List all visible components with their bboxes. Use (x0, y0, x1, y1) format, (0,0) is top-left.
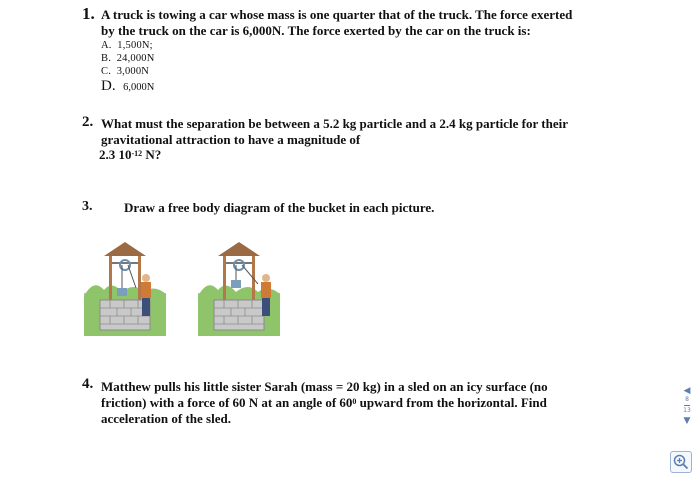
degree-mark: 0 (352, 397, 357, 406)
well-post (109, 256, 112, 304)
question-text-part: friction) with a force of 60 N at an angle of 60 (101, 395, 353, 410)
option-text: 3,000N (116, 66, 150, 77)
option-text: 1,500N; (117, 40, 153, 51)
question-text-line: gravitational attraction to have a magnitude of (101, 132, 361, 147)
bucket-icon (117, 288, 127, 296)
well-axle (112, 262, 138, 264)
person-head (142, 274, 150, 282)
previous-page-icon[interactable]: ◀ (683, 386, 691, 396)
magnitude-exponent: -12 (131, 149, 143, 158)
magnitude-value (99, 147, 161, 163)
question-number: 4. (82, 376, 94, 392)
question-text-line: by the truck on the car is 6,000N. The force exerted by the car on the truck is: (101, 23, 531, 38)
well-post (138, 256, 141, 304)
rope (128, 265, 136, 288)
question-text-line: acceleration of the sled. (101, 411, 231, 426)
option-letter: B. (101, 53, 112, 64)
magnitude-unit: N? (145, 147, 162, 162)
person-pants (142, 298, 150, 316)
page-divider (684, 405, 690, 406)
option-d (101, 78, 154, 95)
question-number: 2. (82, 114, 94, 130)
question-number: 1. (82, 4, 95, 23)
well-picture-2 (198, 238, 280, 336)
option-letter: A. (101, 40, 112, 51)
option-c (101, 66, 149, 77)
question-text-line: Matthew pulls his little sister Sarah (mass = 20 kg) in a sled on an icy surface (no (101, 379, 548, 394)
page-total: 13 (683, 407, 691, 414)
question-text-line: Draw a free body diagram of the bucket in each picture. (124, 200, 435, 215)
well-wall (214, 300, 264, 330)
next-page-icon[interactable]: ▼ (683, 416, 691, 426)
well-picture-1 (84, 238, 166, 336)
option-b (101, 53, 155, 64)
well-roof (104, 242, 146, 256)
person-pants (262, 298, 270, 316)
question-text-part: upward from the horizontal. Find (356, 395, 547, 410)
option-a (101, 40, 153, 51)
question-text-line: What must the separation be between a 5.2 kg particle and a 2.4 kg particle for their (101, 116, 569, 131)
well-axle (226, 262, 252, 264)
zoom-in-icon (671, 452, 691, 472)
person-shirt (261, 282, 271, 298)
option-letter: C. (101, 66, 112, 77)
rope (242, 265, 258, 284)
page-current: 8 (685, 396, 689, 403)
page-navigator (680, 386, 694, 427)
option-text: 24,000N (116, 53, 155, 64)
question-text-line (101, 395, 547, 411)
zoom-button[interactable] (670, 451, 692, 473)
well-post (223, 256, 226, 304)
person-shirt (141, 282, 151, 298)
question-text-line: A truck is towing a car whose mass is one quarter that of the truck. The force exerted (101, 7, 573, 22)
question-number: 3. (82, 199, 93, 214)
option-letter: D. (101, 78, 116, 94)
person-head (262, 274, 270, 282)
option-text: 6,000N (123, 82, 155, 93)
well-roof (218, 242, 260, 256)
bucket-icon (231, 280, 241, 288)
magnitude-mantissa: 2.3 10 (99, 147, 132, 162)
